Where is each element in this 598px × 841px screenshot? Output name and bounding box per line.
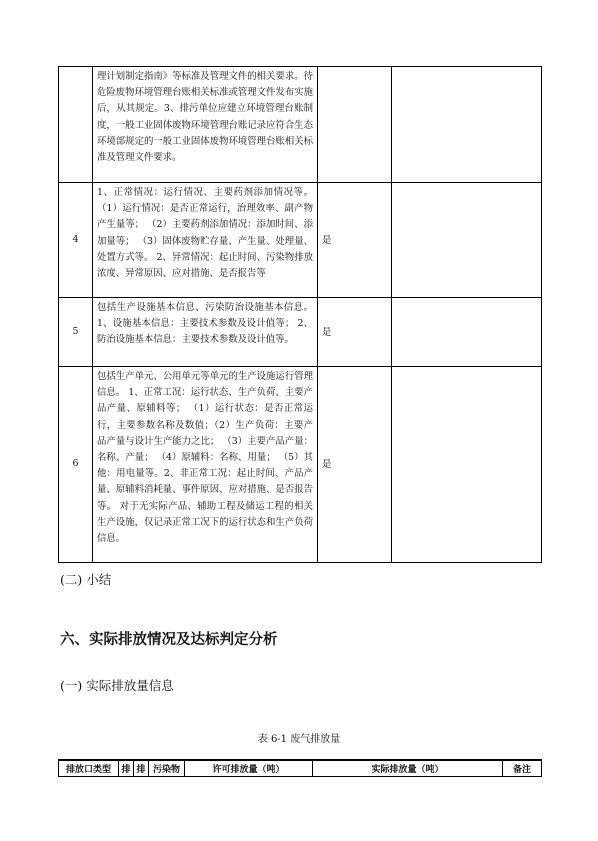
table-row: [59, 298, 542, 367]
ledger-requirements-table: [58, 66, 542, 563]
table-header-row: [59, 760, 542, 777]
row-note: [392, 298, 542, 367]
row-note: [392, 183, 542, 298]
row-description: 包括生产单元、公用单元等单元的生产设施运行管理信息。 1、正常工况：运行状态、生产负荷、主要产品产量、原辅料等； （1）运行状态：是否正常运行，主要参数名称及数值；（2）生产负荷：主要产品产量与设计生产能力之比； （3）主要产品产量：名称、产量； （4）原辅料：名称、用量； （5）其他：用电量等。2、非正常工况：起止时间、产品产量、原辅料消耗量、事件原因、应对措施、是否报告等。 对于无实际产品、辅助工程及储运工程的相关生产设施，仅记录正常工况下的运行状态和生产负荷信息。: [93, 367, 318, 563]
waste-gas-emission-table: [58, 759, 542, 777]
table-row: [59, 367, 542, 563]
section-heading: 六、实际排放情况及达标判定分析: [60, 632, 278, 648]
column-header: 排: [119, 760, 134, 777]
row-number: [59, 67, 93, 183]
row-status: 是: [318, 298, 392, 367]
table-row: [59, 183, 542, 298]
column-header: 排: [134, 760, 149, 777]
row-number: 5: [59, 298, 93, 367]
row-note: [392, 367, 542, 563]
column-header: 排放口类型: [59, 760, 119, 777]
row-status: 是: [318, 367, 392, 563]
row-status: [318, 67, 392, 183]
row-description: 包括生产设施基本信息、污染防治设施基本信息。 1、设施基本信息：主要技术参数及设计值等； 2、防治设施基本信息：主要技术参数及设计值等。: [93, 298, 318, 367]
summary-subheading: (二) 小结: [60, 572, 112, 587]
row-note: [392, 67, 542, 183]
column-header: 备注: [503, 760, 542, 777]
row-number: 4: [59, 183, 93, 298]
row-status: 是: [318, 183, 392, 298]
emission-info-subheading: (一) 实际排放量信息: [60, 678, 174, 693]
row-description: 理计划制定指南》等标准及管理文件的相关要求。待危险废物环境管理台账相关标准或管理文件发布实施后，从其规定。3、排污单位应建立环境管理台账制度，一般工业固体废物环境管理台账记录应符合生态环境部规定的一般工业固体废物环境管理台账相关标准及管理文件要求。: [93, 67, 318, 183]
row-number: 6: [59, 367, 93, 563]
row-description: 1、正常情况：运行情况、主要药剂添加情况等。（1）运行情况：是否正常运行，治理效率、副产物产生量等； （2）主要药剂添加情况：添加时间、添加量等； （3）固体废物贮存量、产生量、处理量、处置方式等。 2、异常情况：起止时间、污染物排放浓度、异常原因、应对措施、是否报告等: [93, 183, 318, 298]
table-row: [59, 67, 542, 183]
column-header: 许可排放量（吨）: [185, 760, 313, 777]
column-header: 实际排放量（吨）: [313, 760, 503, 777]
column-header: 污染物: [149, 760, 185, 777]
table-caption: 表 6-1 废气排放量: [257, 734, 341, 745]
